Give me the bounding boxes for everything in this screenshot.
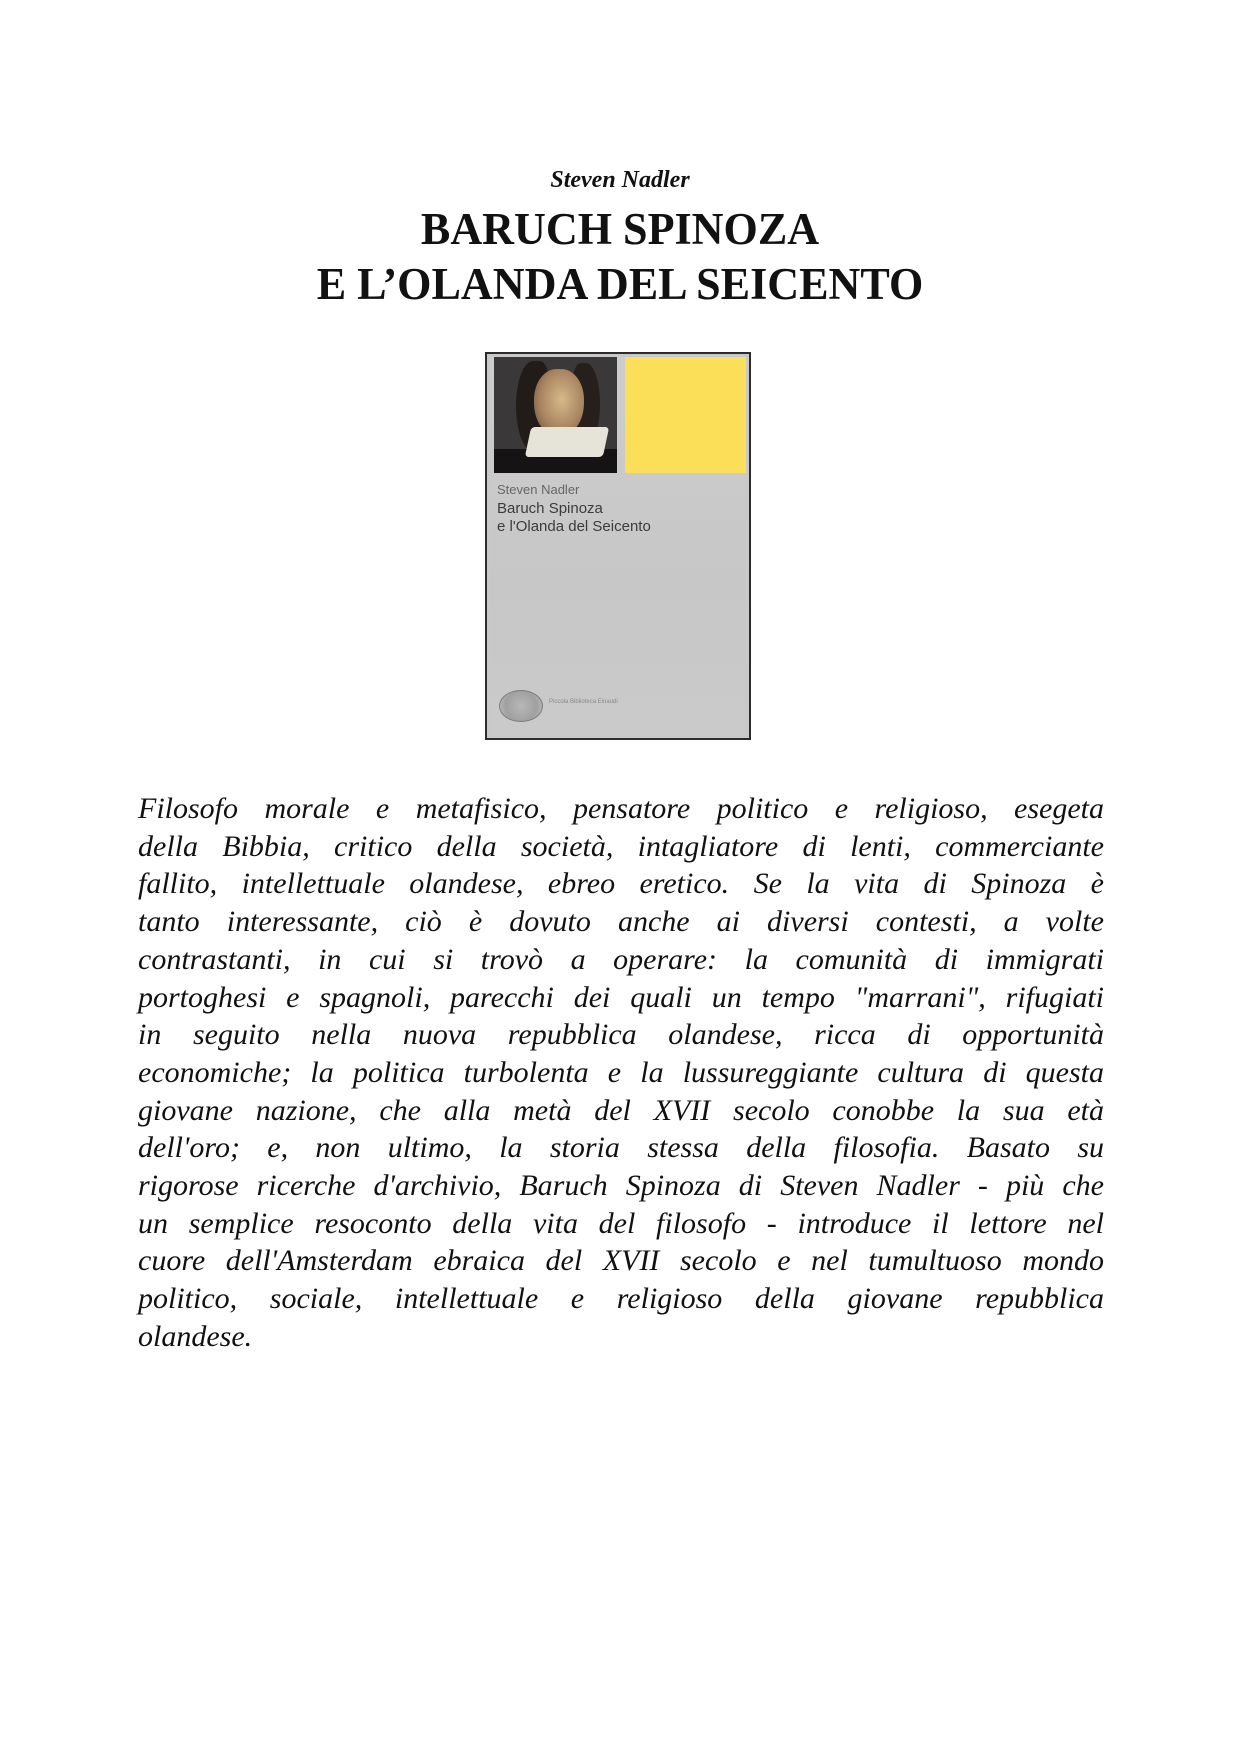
description-line: giovane nazione, che alla metà del XVII secolo conobbe la sua età — [138, 1093, 1104, 1127]
description-line: dell'oro; e, non ultimo, la storia stessa della filosofia. Basato su — [138, 1131, 1104, 1165]
title-line-2: E L’OLANDA DEL SEICENTO — [316, 259, 924, 309]
author-name: Steven Nadler — [550, 167, 690, 193]
cover-yellow-block — [625, 357, 746, 473]
cover-title-line-1: Baruch Spinoza — [497, 500, 603, 517]
description-line: portoghesi e spagnoli, parecchi dei quali un tempo "marrani", rifugiati — [138, 980, 1104, 1014]
book-cover-image — [485, 352, 751, 740]
description-line: della Bibbia, critico della società, intagliatore di lenti, commerciante — [138, 829, 1104, 863]
description-line: Filosofo morale e metafisico, pensatore politico e religioso, esegeta — [138, 792, 1104, 825]
description-line: tanto interessante, ciò è dovuto anche ai diversi contesti, a volte — [138, 905, 1104, 939]
cover-author: Steven Nadler — [497, 482, 580, 497]
cover-publisher: Piccola Biblioteca Einaudi — [549, 699, 618, 705]
description-line: un semplice resoconto della vita del filosofo - introduce il lettore nel — [138, 1206, 1104, 1240]
cover-title-line-2: e l'Olanda del Seicento — [497, 518, 651, 535]
description-line: fallito, intellettuale olandese, ebreo eretico. Se la vita di Spinoza è — [138, 867, 1104, 901]
description-line: olandese. — [138, 1319, 253, 1353]
description-line: politico, sociale, intellettuale e religioso della giovane repubblica — [138, 1282, 1104, 1316]
description-line: rigorose ricerche d'archivio, Baruch Spinoza di Steven Nadler - più che — [138, 1169, 1104, 1203]
description-line: contrastanti, in cui si trovò a operare: la comunità di immigrati — [138, 942, 1104, 976]
book-description — [138, 790, 1104, 1356]
description-line: in seguito nella nuova repubblica olandese, ricca di opportunità — [138, 1018, 1104, 1052]
description-line: economiche; la politica turbolenta e la lussureggiante cultura di questa — [138, 1055, 1104, 1089]
title-line-1: BARUCH SPINOZA — [420, 204, 820, 254]
portrait-collar — [525, 427, 609, 457]
description-line: cuore dell'Amsterdam ebraica del XVII secolo e nel tumultuoso mondo — [138, 1244, 1104, 1278]
portrait-image — [494, 357, 617, 473]
einaudi-emblem-icon — [499, 690, 543, 722]
